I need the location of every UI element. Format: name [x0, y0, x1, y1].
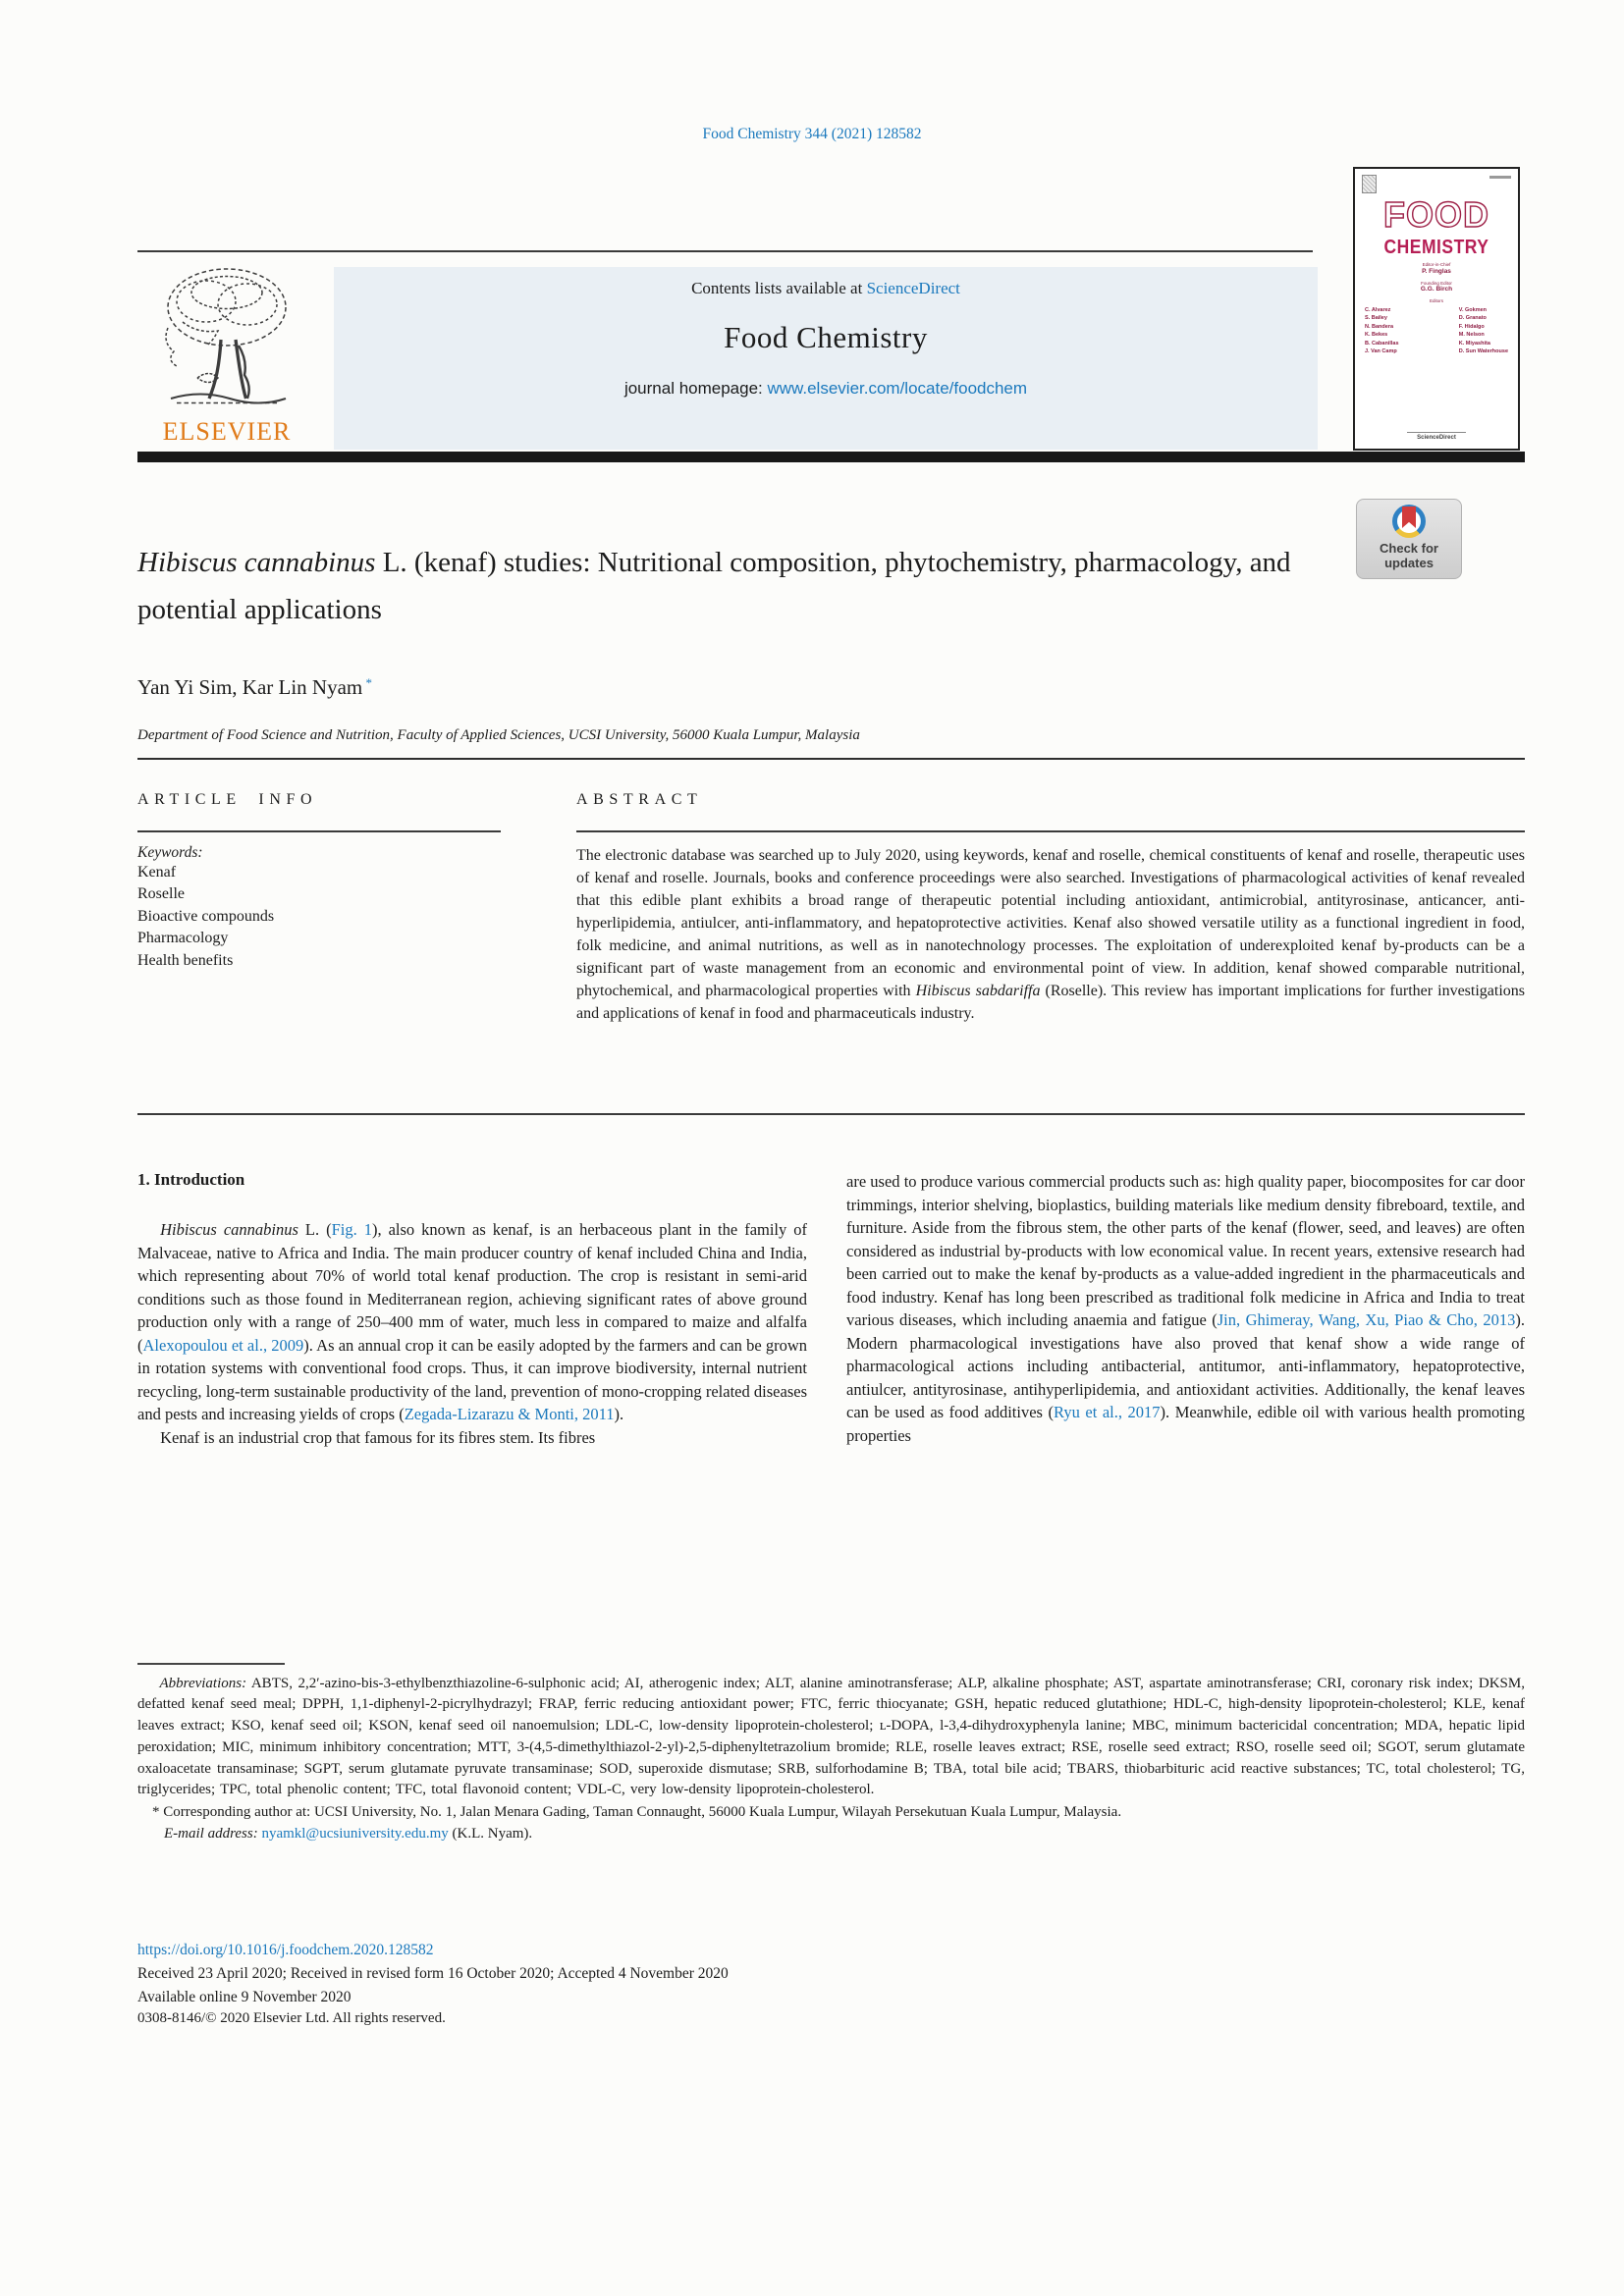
text-segment: Hibiscus sabdariffa: [915, 982, 1041, 999]
header-bottom-rule: [137, 452, 1525, 462]
text-segment: ). Modern pharmacological investigations have also proved that kenaf show a wide range of pharmacological actions including antibacterial, antitumor, anti-inflammatory, hepatoprotective, antiulcer, antityrosinase, antihyperlipidemia, and antioxidant activities. Additionally, the kenaf leaves can be used as food additives (: [846, 1310, 1525, 1421]
abstract-heading-rule: [576, 830, 1525, 832]
cover-editor-name: F. Hidalgo: [1458, 323, 1485, 330]
introduction-heading: 1. Introduction: [137, 1170, 245, 1189]
copyright-line: 0308-8146/© 2020 Elsevier Ltd. All rights reserved.: [137, 2010, 446, 2026]
cover-editor-name: J. Van Camp: [1365, 348, 1397, 354]
cover-eic-name: P. Finglas: [1422, 267, 1451, 275]
cover-editors-label: Editors: [1429, 298, 1443, 303]
intro-paragraph-2: Kenaf is an industrial crop that famous for its fibres stem. Its fibres: [160, 1427, 596, 1447]
cover-editor-name: V. Gokmen: [1458, 306, 1488, 313]
journal-title: Food Chemistry: [724, 320, 928, 354]
inline-link[interactable]: www.elsevier.com/locate/foodchem: [767, 379, 1028, 398]
corresponding-author-note: * Corresponding author at: UCSI University, No. 1, Jalan Menara Gading, Taman Connaught, 56000 Kuala Lumpur, Wilayah Persekutuan Kuala Lumpur, Malaysia.: [152, 1804, 1122, 1821]
cover-chemistry-wordmark: CHEMISTRY: [1383, 235, 1489, 258]
cover-editor-name: N. Bandera: [1365, 323, 1394, 330]
cover-issn-mark: [1489, 176, 1511, 179]
elsevier-tree-logo-icon: [152, 398, 301, 414]
inline-link[interactable]: ScienceDirect: [866, 279, 960, 297]
received-dates-line: Received 23 April 2020; Received in revised form 16 October 2020; Accepted 4 November 2020: [137, 1965, 729, 1982]
cover-publisher-mark-icon: [1362, 175, 1377, 193]
keywords-list: [137, 862, 501, 973]
badge-text-line1: Check for: [1380, 541, 1438, 556]
cover-footer: [1355, 432, 1518, 441]
text-segment: Hibiscus cannabinus: [160, 1220, 298, 1239]
text-segment: (K.L. Nyam).: [448, 1826, 533, 1842]
cover-editor-name: M. Nelson: [1458, 332, 1485, 338]
text-segment: Contents lists available at: [691, 279, 867, 297]
text-segment: journal homepage:: [623, 379, 768, 398]
contents-lists-line: [334, 279, 1318, 298]
corresponding-author-mark[interactable]: *: [362, 675, 373, 690]
article-info-heading: ARTICLE INFO: [137, 791, 318, 808]
cover-editor-column-right: [1459, 306, 1508, 356]
inline-link[interactable]: Zegada-Lizarazu & Monti, 2011: [404, 1405, 615, 1423]
text-segment: ). Meanwhile, edible oil with various health promoting properties: [846, 1403, 1525, 1445]
inline-link[interactable]: Ryu et al., 2017: [1054, 1403, 1161, 1421]
text-segment: Hibiscus cannabinus: [137, 547, 376, 578]
article-info-column: [137, 791, 501, 972]
inline-link[interactable]: Alexopoulou et al., 2009: [142, 1335, 304, 1355]
keyword-item: Kenaf: [137, 863, 177, 881]
intro-right-column: [846, 1170, 1525, 1447]
text-segment: (Roselle). This review has important implications for further investigations and applications of kenaf in food and pharmaceuticals industry.: [576, 982, 1526, 1022]
text-segment: Yan Yi Sim, Kar Lin Nyam: [137, 675, 363, 699]
cover-sciencedirect-mark: ScienceDirect: [1417, 435, 1456, 441]
cover-founding-name: G.G. Birch: [1420, 286, 1453, 293]
keyword-item: Roselle: [137, 885, 185, 902]
intro-paragraph-1: [137, 1218, 807, 1426]
inline-link[interactable]: Fig. 1: [331, 1220, 372, 1239]
text-segment: ). As an annual crop it can be easily adopted by the farmers and can be grown in rotation systems with conventional food crops. Thus, it can improve biodiversity, internal nutrient recycling, long-term sustainable productivity of the land, prevention of mono-cropping related diseases and pests and increasing yields of crops (: [137, 1335, 807, 1423]
keyword-item: Health benefits: [137, 951, 234, 969]
svg-text:FOOD: FOOD: [1383, 194, 1489, 235]
cover-founding-label: Founding Editor: [1421, 280, 1452, 286]
keywords-label: Keywords:: [137, 843, 203, 861]
text-segment: L. (kenaf) studies: Nutritional composition, phytochemistry, pharmacology, and potential applications: [137, 547, 1291, 625]
doi-link[interactable]: https://doi.org/10.1016/j.foodchem.2020.128582: [137, 1942, 434, 1958]
cover-editor-name: D. Sun Waterhouse: [1458, 348, 1508, 354]
intro-paragraph-right: [846, 1170, 1525, 1447]
elsevier-logo-block[interactable]: [143, 263, 310, 450]
article-footer: [137, 1942, 1525, 2027]
inline-link[interactable]: nyamkl@ucsiuniversity.edu.my: [261, 1826, 449, 1842]
intro-left-column: [137, 1170, 807, 1449]
text-segment: are used to produce various commercial products such as: high quality paper, biocomposites for car door trimmings, interior shelving, bioplastics, building materials like medium density fibreboard, textile, and furniture. Aside from the fibrous stem, the other parts of the kenaf (flower, seed, and leaves) are often considered as industrial by-products with low economical value. In recent years, extensive research had been carried out to make the kenaf by-products as a value-added ingredient in the pharmaceuticals and food industry. Kenaf has long been prescribed as traditional folk medicine in Africa and India to treat various diseases, which including anaemia and fatigue (: [846, 1172, 1525, 1329]
abstract-text: [576, 844, 1525, 1025]
abstract-heading: ABSTRACT: [576, 791, 703, 808]
keyword-item: Pharmacology: [137, 930, 229, 946]
affiliation-line: Department of Food Science and Nutrition, Faculty of Applied Sciences, UCSI University, 56000 Kuala Lumpur, Malaysia: [137, 727, 860, 743]
abbreviations-note: [137, 1674, 1525, 1802]
journal-homepage-line: [334, 379, 1318, 399]
abstract-column: [576, 791, 1525, 1025]
keyword-item: Bioactive compounds: [137, 907, 275, 925]
badge-text-line2: updates: [1384, 556, 1434, 570]
elsevier-wordmark: ELSEVIER: [162, 417, 292, 446]
journal-header-box: [334, 267, 1318, 450]
text-segment: Abbreviations:: [159, 1675, 247, 1691]
text-segment: ).: [614, 1405, 624, 1423]
cover-editor-columns: [1355, 304, 1518, 356]
cover-editor-name: K. Miyashita: [1458, 340, 1490, 347]
text-segment: ABTS, 2,2′-azino-bis-3-ethylbenzthiazoline-6-sulphonic acid; AI, atherogenic index; ALT, alanine aminotransferase; ALP, alkaline phosphate; AST, aspartate aminotransferase; CRI, coronary risk index; DKSM, defatted kenaf seed meal; DPPH, 1,1-diphenyl-2-picrylhydrazyl; FRAP, ferric reducing antioxidant power; FTC, ferric thiocyanate; GSH, hepatic reduced glutathione; HDL-C, high-density lipoprotein-cholesterol; KLE, kenaf leaves extract; KSO, kenaf seed oil; KSON, kenaf seed oil nanoemulsion; LDL-C, low-density lipoprotein-cholesterol; ʟ-DOPA, l-3,4-dihydroxyphenyla lanine; MBC, minimum bactericidal concentration; MDA, hepatic lipid peroxidation; MIC, minimum inhibitory concentration; MTT, 3-(4,5-dimethylthiazol-2-yl)-2,5-diphenyltetrazolium bromide; RLE, roselle leaves extract; RSE, roselle seed extract; RSO, roselle seed oil; SGOT, serum glutamate oxaloacetate transaminase; SGPT, serum glutamate pyruvate transaminase; SOD, superoxide dismutase; SRB, sulforhodamine B; TBA, total bile acid; TBARS, thiobarbituric acid reactive substances; TC, total cholesterol; TG, triglycerides; TPC, total phenolic content; TFC, total flavonoid content; VDL-C, very low-density lipoprotein-cholesterol.: [137, 1675, 1525, 1798]
cover-footer-rule: [1407, 432, 1466, 433]
title-section-rule: [137, 758, 1525, 760]
article-info-heading-rule: [137, 830, 501, 832]
journal-citation-link[interactable]: Food Chemistry 344 (2021) 128582: [702, 126, 922, 142]
cover-food-wordmark: [1355, 194, 1518, 240]
cover-editor-name: C. Alvarez: [1365, 306, 1391, 313]
inline-link[interactable]: Jin, Ghimeray, Wang, Xu, Piao & Cho, 2013: [1217, 1310, 1516, 1329]
text-segment: E-mail address:: [164, 1826, 262, 1842]
header-top-rule: [137, 250, 1313, 252]
footnote-rule: [137, 1663, 285, 1665]
text-segment: The electronic database was searched up to July 2020, using keywords, kenaf and roselle, chemical constituents of kenaf and roselle, therapeutic uses of kenaf and roselle. Journals, books and conference proceedings were also searched. Investigations of pharmacological activities of kenaf revealed that this edible plant exhibits a broad range of therapeutic potential including antioxidant, antimicrobial, antityrosinase, anticancer, anti-hyperlipidemia, antiulcer, anti-inflammatory, and hepatoprotective activities. Kenaf also showed versatile utility as a functional ingredient in food, folk medicine, and animal nutritions, as well as in nanotechnology processes. The exploitation of underexploited kenaf by-products can be a significant part of waste management from an economic and environmental point of view. In addition, kenaf showed comparable nutritional, phytochemical, and pharmacological properties with: [576, 846, 1525, 999]
journal-cover-thumbnail[interactable]: [1353, 167, 1520, 451]
cover-editor-column-left: [1365, 306, 1399, 356]
author-line: [137, 675, 1021, 700]
cover-editor-name: S. Bailey: [1365, 315, 1387, 321]
check-for-updates-icon: [1392, 505, 1426, 538]
text-segment: ), also known as kenaf, is an herbaceous plant in the family of Malvaceae, native to Africa and India. The main producer country of kenaf included China and India, which representing about 70% of world total kenaf production. The crop is resistant in semi-arid conditions such as those found in Mediterranean region, achieving significant rates of above ground production only with a range of 250–400 mm of water, much less in compared to maize and alfalfa (: [137, 1220, 807, 1355]
cover-editor-name: B. Cabanillas: [1365, 340, 1399, 347]
article-title: [137, 539, 1375, 633]
cover-editor-name: K. Bekes: [1365, 332, 1388, 338]
abstract-bottom-rule: [137, 1113, 1525, 1115]
available-online-line: Available online 9 November 2020: [137, 1989, 352, 2005]
cover-eic-label: Editor-in-Chief: [1422, 262, 1451, 267]
email-line: [137, 1824, 1525, 1845]
text-segment: L. (: [298, 1220, 332, 1239]
footnote-block: [137, 1663, 1525, 1845]
cover-editor-name: D. Granato: [1458, 315, 1487, 321]
